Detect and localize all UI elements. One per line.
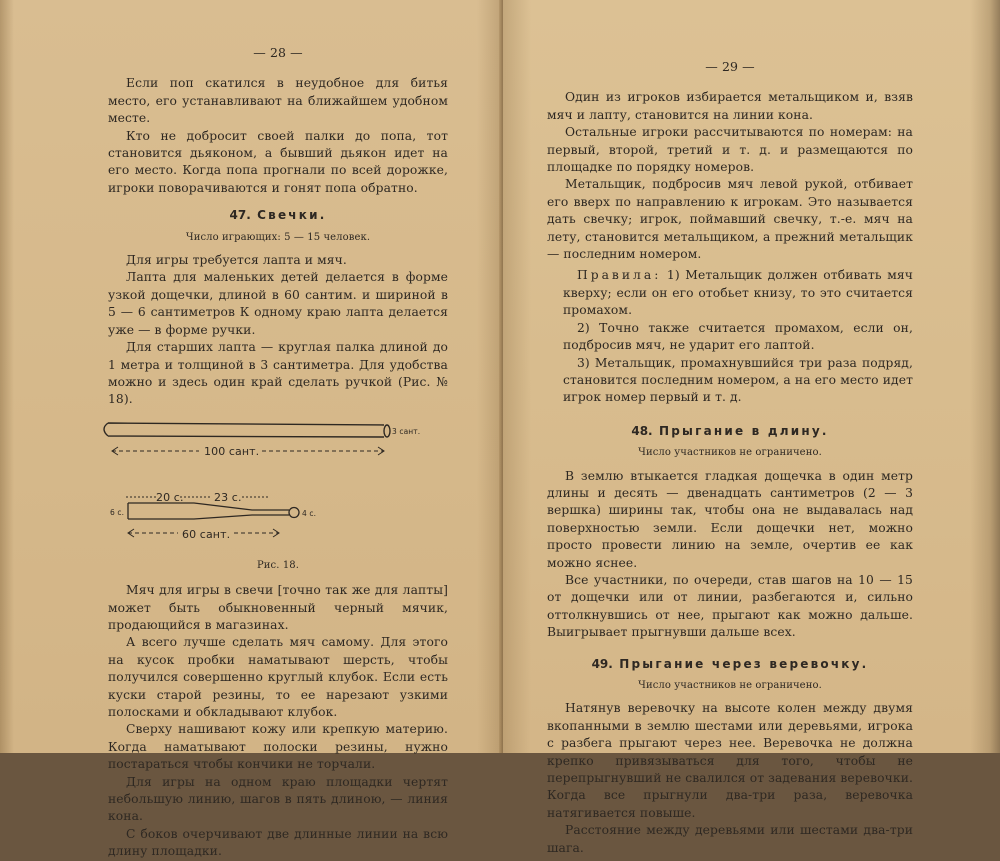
- section-subtitle: Число играющих: 5 — 15 человек.: [185, 231, 371, 243]
- section-subtitle: Число участников не ограничено.: [638, 447, 822, 459]
- section-number: 48.: [631, 423, 653, 438]
- paragraph: Один из игроков избирается метальщиком и, взяв мяч и лапту, становится на линии кона.: [547, 90, 913, 122]
- page-number-28: — 28 —: [253, 45, 303, 60]
- paragraph: Метальщик, подбросив мяч левой рукой, отбивает его вверх по направлению к игрокам. Это называется дать свечку; игрок, поймавший свечку, т.-е. мяч на лету, становится метальщиком, а прежний метальщик — последним номером.: [547, 177, 913, 262]
- rule-text: 1) Метальщик должен отбивать мяч кверху; если он его отобьет книзу, то это считается промахом.: [563, 268, 913, 318]
- short-bat-drawing: [128, 503, 299, 519]
- paragraph: Для игры на одном краю площадки чертят небольшую линию, шагов в пять длиною, — линия кона.: [108, 774, 448, 824]
- paragraph: Лапта для маленьких детей делается в форме узкой дощечки, длиной в 60 сантим. и шириной в 5 — 6 сантиметров К одному краю лапта делается уже — в форме ручки.: [108, 270, 448, 337]
- long-bat-end: [384, 425, 390, 437]
- paragraph: Если поп скатился в неудобное для битья место, его устанавливают на ближайшем удобном месте.: [108, 76, 448, 126]
- section-subtitle: Число участников не ограничено.: [638, 680, 822, 691]
- short-bat-knob-label: 4 с.: [302, 508, 317, 518]
- rule-item: [547, 320, 913, 355]
- paragraph: Расстояние между деревьями или шестами два-три шага.: [547, 823, 913, 855]
- rule-item: [547, 355, 913, 407]
- section-heading-48: [547, 423, 913, 440]
- short-bat-length-label: 60 сант.: [182, 527, 231, 541]
- paragraph: Мяч для игры в свечи [точно так же для лапты] может быть обыкновенный черный мячик, продающийся в магазинах.: [108, 583, 448, 632]
- paragraph: Для игры требуется лапта и мяч.: [126, 253, 347, 268]
- section-number: 47.: [229, 208, 251, 223]
- section-heading-47: [108, 207, 448, 224]
- long-bat-outline: [104, 423, 384, 437]
- long-bat-thickness-label: 3 сант.: [392, 426, 421, 436]
- paragraph: Остальные игроки рассчитываются по номерам: на первый, второй, третий и т. д. и размещаются по площадке по порядку номеров.: [547, 125, 913, 175]
- left-page-text: [108, 44, 448, 861]
- long-bat-length-label: 100 сант.: [204, 444, 260, 458]
- paragraph: С боков очерчивают две длинные линии на всю длину площадки.: [108, 826, 448, 859]
- bat-diagram: [94, 413, 454, 555]
- paragraph: Для старших лапта — круглая палка длиной до 1 метра и толщиной в 3 сантиметра. Для удобства можно и здесь один край сделать ручкой (Рис. № 18).: [108, 340, 448, 407]
- right-page-text: [547, 58, 913, 857]
- short-bat-handle-label: 23 с.: [214, 490, 242, 504]
- paragraph: Сверху нашивают кожу или крепкую материю. Когда наматывают полоски резины, нужно постараться чтобы кончики не торчали.: [108, 722, 448, 772]
- paragraph: Кто не добросит своей палки до попа, тот становится дьяконом, а бывший дьякон идет на его место. Когда попа прогнали по всей дорожке, игроки поворачиваются и гонят попа обратно.: [108, 128, 448, 195]
- short-bat-knob: [289, 507, 299, 517]
- figure-18: [94, 413, 448, 555]
- rules-label: Правила:: [577, 268, 662, 283]
- section-number: 49.: [591, 656, 613, 671]
- page-number-29: — 29 —: [705, 59, 755, 74]
- rule-text: 3) Метальщик, промахнувшийся три раза подряд, становится последним номером, а на его место идет игрок номер первый и т. д.: [563, 355, 913, 405]
- short-bat-blade-label: 20 с.: [156, 490, 184, 504]
- rules-list: [547, 267, 913, 406]
- rule-item: [547, 267, 913, 319]
- paragraph: Натянув веревочку на высоте колен между двумя вкопанными в землю шестами или деревьями, игрока с разбега прыгают через нее. Веревочка не должна крепко привязываться для того, чтобы не перепрыгнувший не свалился от задевания веревочки. Когда все прыгнули два-три раза, веревочка натягивается повыше.: [547, 701, 913, 820]
- short-bat-width-label: 6 с.: [110, 507, 125, 517]
- section-heading-49: [547, 656, 913, 673]
- section-title: Свечки.: [257, 208, 327, 223]
- paragraph: Все участники, по очереди, став шагов на 10 — 15 от дощечки или от линии, разбегаются и, сильно оттолкнувшись от нее, прыгают как можно дальше. Выигрывает прыгнувши дальше всех.: [547, 572, 913, 640]
- right-page: [503, 0, 1000, 855]
- short-bat-outline: [128, 503, 289, 519]
- long-bat-drawing: [104, 423, 390, 437]
- section-title: Прыгание в длину.: [659, 423, 829, 438]
- paragraph: А всего лучше сделать мяч самому. Для этого на кусок пробки наматывают шерсть, чтобы получился совершенно круглый клубок. Если есть куски старой резины, то ее нарезают узкими полосками и обкладывают клубок.: [108, 635, 448, 719]
- section-title: Прыгание через веревочку.: [619, 656, 869, 671]
- paragraph: В землю втыкается гладкая дощечка в один метр длины и десять — двенадцать сантиметров (2 — 3 вершка) ширины так, чтобы она не выдавалась над поверхностью земли. Если дощечки нет, можно просто провести линию на земле, очертив ее как можно яснее.: [547, 468, 913, 570]
- figure-caption: Рис. 18.: [256, 559, 300, 571]
- rule-text: 2) Точно также считается промахом, если он, подбросив мяч, не ударит его лаптой.: [563, 320, 913, 353]
